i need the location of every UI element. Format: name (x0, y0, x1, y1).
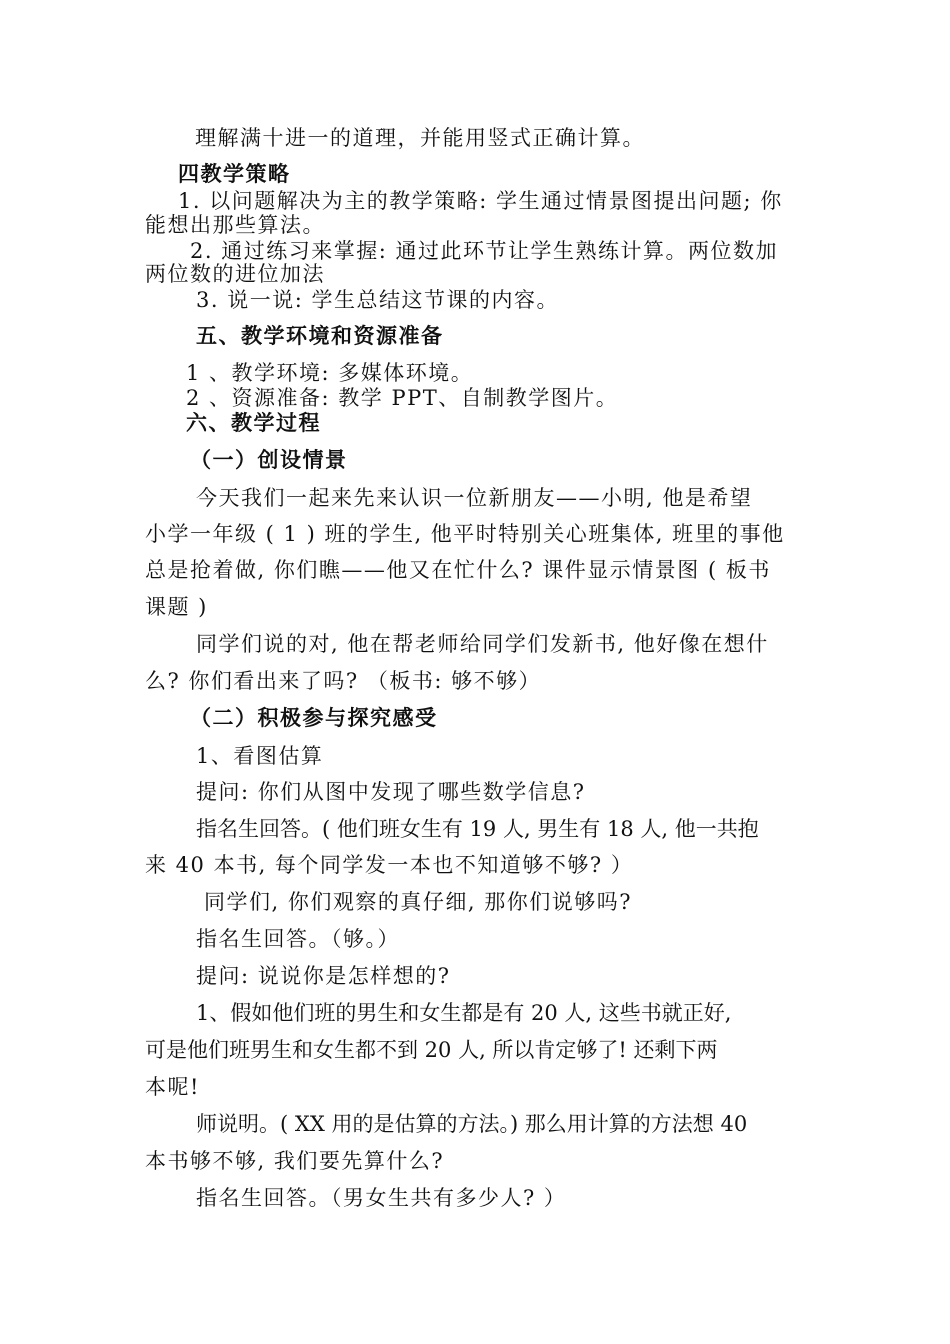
paragraph-line: 同学们说的对, 他在帮老师给同学们发新书, 他好像在想什 (196, 632, 769, 656)
paragraph-line: 来 40 本书, 每个同学发一本也不知道够不够? ） (145, 853, 634, 877)
paragraph-line: 3. 说一说: 学生总结这节课的内容。 (196, 288, 559, 312)
paragraph-line: 1. 以问题解决为主的教学策略: 学生通过情景图提出问题; 你 (178, 189, 783, 213)
subsection-heading-explore: （二）积极参与探究感受 (190, 706, 438, 730)
paragraph-line: 指名生回答。（够。） (196, 927, 400, 951)
paragraph-line: 指名生回答。( 他们班女生有 19 人, 男生有 18 人, 他一共抱 (196, 817, 759, 841)
paragraph-line: 本书够不够, 我们要先算什么? (145, 1149, 445, 1173)
paragraph-line: 课题 ) (145, 595, 208, 619)
paragraph-line: 1 、教学环境: 多媒体环境。 (186, 361, 474, 385)
paragraph-line: 提问: 说说你是怎样想的? (196, 964, 451, 988)
paragraph-line: 2 、资源准备: 教学 PPT、自制教学图片。 (186, 386, 619, 410)
paragraph-line: 能想出那些算法。 (145, 213, 325, 237)
paragraph-line: 今天我们一起来先来认识一位新朋友——小明, 他是希望 (196, 486, 753, 510)
paragraph-line: 可是他们班男生和女生都不到 20 人, 所以肯定够了! 还剩下两 (145, 1038, 718, 1062)
paragraph-line: 理解满十进一的道理，并能用竖式正确计算。 (195, 126, 645, 150)
paragraph-line: 总是抢着做, 你们瞧——他又在忙什么? 课件显示情景图 ( 板书 (145, 558, 771, 582)
paragraph-line: 师说明。( XX 用的是估算的方法。) 那么用计算的方法想 40 (196, 1112, 748, 1136)
subsection-heading-scenario: （一）创设情景 (190, 448, 348, 472)
paragraph-line: 1、看图估算 (196, 744, 324, 768)
paragraph-line: 两位数的进位加法 (145, 262, 325, 286)
paragraph-line: 本呢! (145, 1075, 200, 1099)
paragraph-line: 1、假如他们班的男生和女生都是有 20 人, 这些书就正好, (196, 1001, 732, 1025)
paragraph-line: 2. 通过练习来掌握: 通过此环节让学生熟练计算。两位数加 (190, 239, 778, 263)
section-heading-environment: 五、教学环境和资源准备 (196, 324, 444, 348)
paragraph-line: 提问: 你们从图中发现了哪些数学信息? (196, 780, 586, 804)
paragraph-line: 么? 你们看出来了吗? （板书: 够不够） (145, 669, 542, 693)
paragraph-line: 同学们, 你们观察的真仔细, 那你们说够吗? (204, 890, 632, 914)
paragraph-line: 指名生回答。（男女生共有多少人? ） (196, 1186, 567, 1210)
section-heading-strategy: 四教学策略 (178, 162, 291, 186)
paragraph-line: 小学一年级 ( 1 ) 班的学生, 他平时特别关心班集体, 班里的事他 (145, 522, 785, 546)
section-heading-process: 六、教学过程 (186, 411, 321, 435)
